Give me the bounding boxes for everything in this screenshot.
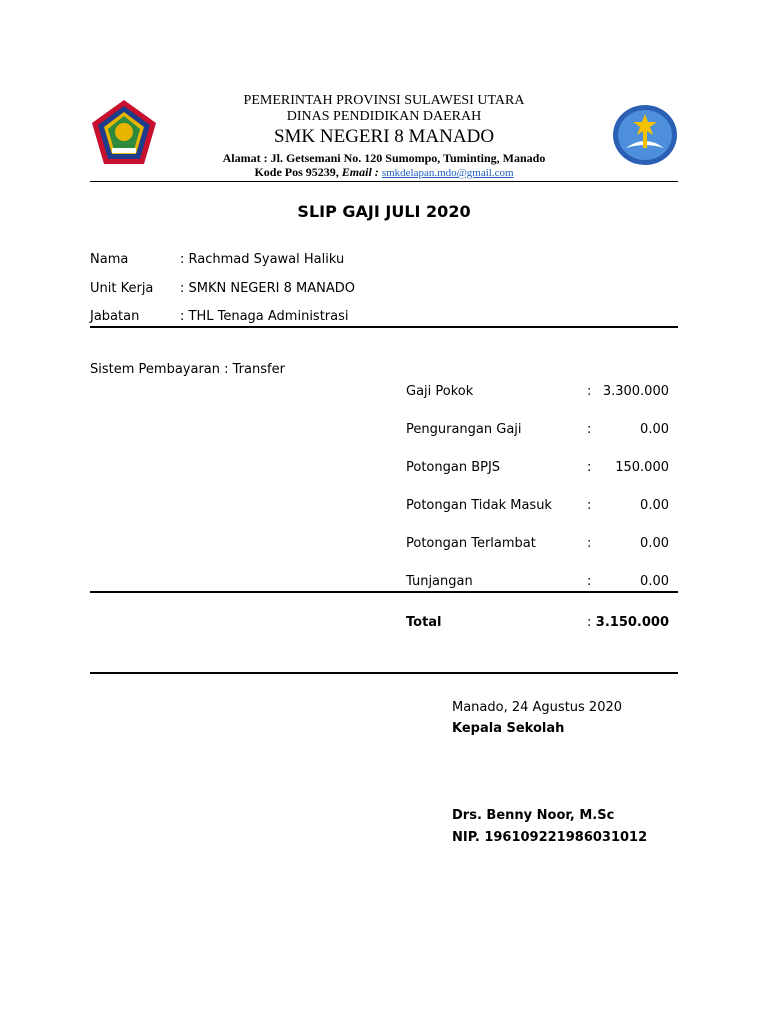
postal-code: Kode Pos 95239, bbox=[254, 165, 339, 179]
salary-item-value: 3.300.000 bbox=[602, 384, 669, 399]
salary-item-label: Gaji Pokok bbox=[406, 384, 474, 399]
salary-item-value: 0.00 bbox=[640, 498, 669, 513]
salary-item-label: Pengurangan Gaji bbox=[406, 422, 522, 437]
salary-item-colon: : bbox=[587, 574, 592, 589]
header-divider bbox=[90, 181, 678, 182]
salary-item-label: Potongan Tidak Masuk bbox=[406, 498, 552, 513]
position-value: : THL Tenaga Administrasi bbox=[180, 309, 349, 324]
payment-system: Sistem Pembayaran : Transfer bbox=[90, 362, 285, 377]
name-label: Nama bbox=[90, 252, 129, 267]
header-address: Alamat : Jl. Getsemani No. 120 Sumompo, Tuminting, Manado bbox=[222, 151, 546, 165]
header-government-line: PEMERINTAH PROVINSI SULAWESI UTARA bbox=[243, 93, 525, 108]
salary-item-value: 0.00 bbox=[640, 574, 669, 589]
salary-item-colon: : bbox=[587, 536, 592, 551]
position-label: Jabatan bbox=[90, 309, 140, 324]
unit-value: : SMKN NEGERI 8 MANADO bbox=[180, 281, 355, 296]
employee-divider bbox=[90, 326, 678, 328]
place-date: Manado, 24 Agustus 2020 bbox=[452, 700, 623, 715]
letterhead bbox=[0, 0, 768, 190]
total-value: 3.150.000 bbox=[595, 615, 669, 630]
signatory-role: Kepala Sekolah bbox=[452, 721, 565, 736]
total-divider bbox=[90, 672, 678, 674]
email-link[interactable]: smkdelapan.mdo@gmail.com bbox=[381, 167, 514, 179]
items-divider bbox=[90, 591, 678, 593]
header-school-name: SMK NEGERI 8 MANADO bbox=[273, 126, 495, 147]
salary-item-colon: : bbox=[587, 422, 592, 437]
total-colon: : bbox=[587, 615, 592, 630]
salary-item-label: Tunjangan bbox=[406, 574, 473, 589]
header-department-line: DINAS PENDIDIKAN DAERAH bbox=[286, 109, 482, 124]
header-contact bbox=[0, 165, 768, 180]
salary-item-colon: : bbox=[587, 498, 592, 513]
name-value: : Rachmad Syawal Haliku bbox=[180, 252, 345, 267]
salary-item-value: 0.00 bbox=[640, 422, 669, 437]
total-label: Total bbox=[406, 615, 442, 630]
signatory-name: Drs. Benny Noor, M.Sc bbox=[452, 808, 615, 823]
salary-item-value: 0.00 bbox=[640, 536, 669, 551]
unit-label: Unit Kerja bbox=[90, 281, 154, 296]
salary-item-colon: : bbox=[587, 460, 592, 475]
signatory-nip: NIP. 196109221986031012 bbox=[452, 830, 648, 845]
slip-title: SLIP GAJI JULI 2020 bbox=[297, 202, 471, 221]
email-label: Email : bbox=[341, 165, 379, 179]
tut-wuri-handayani-icon bbox=[612, 104, 678, 166]
salary-item-label: Potongan Terlambat bbox=[406, 536, 536, 551]
salary-item-label: Potongan BPJS bbox=[406, 460, 501, 475]
salary-item-colon: : bbox=[587, 384, 592, 399]
salary-item-value: 150.000 bbox=[615, 460, 669, 475]
